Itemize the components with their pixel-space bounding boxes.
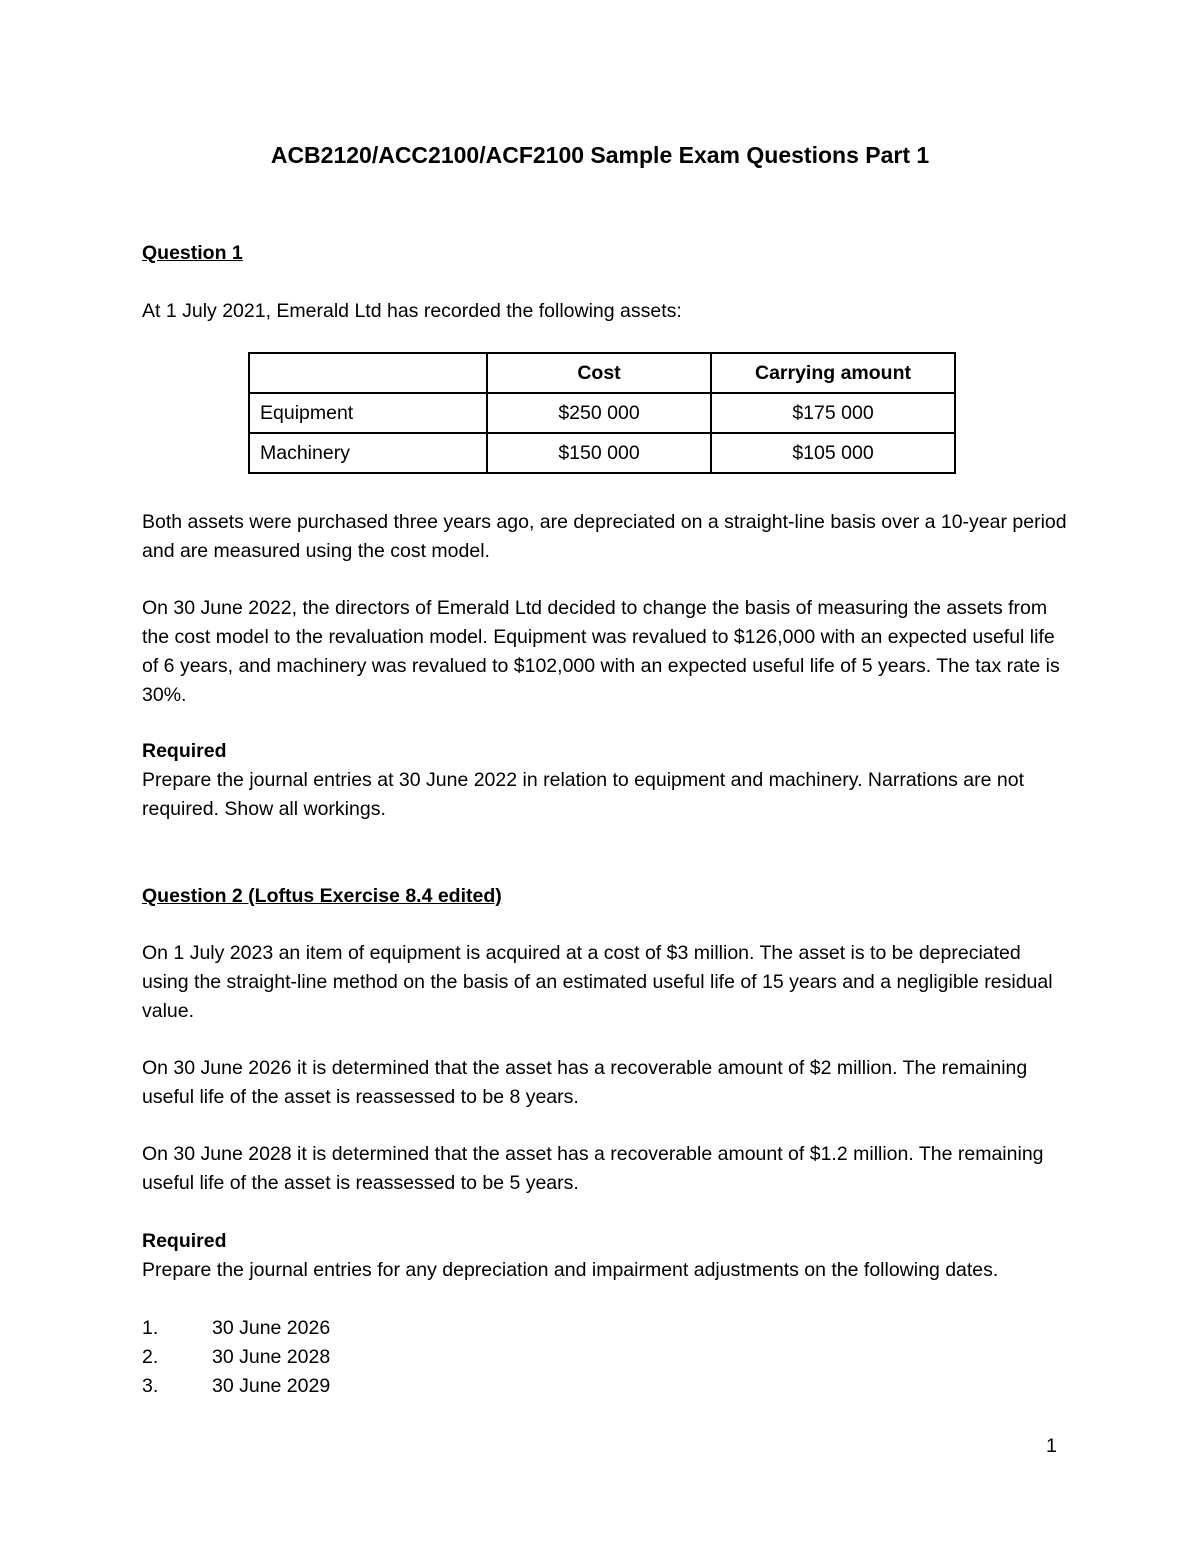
table-header-row — [249, 353, 955, 393]
table-cell: $250 000 — [487, 393, 711, 433]
question-1-required-label: Required — [142, 740, 227, 762]
table-cell: $175 000 — [711, 393, 955, 433]
question-1-paragraph-2: On 30 June 2022, the directors of Emerald Ltd decided to change the basis of measuring the assets from the cost model to the revaluation model. Equipment was revalued to $126,000 with an expected useful life of 6 years, and machinery was revalued to $102,000 with an expected useful life of 5 years. The tax rate is 30%. — [142, 597, 1060, 706]
document-title: ACB2120/ACC2100/ACF2100 Sample Exam Questions Part 1 — [270, 142, 930, 168]
question-1-intro: At 1 July 2021, Emerald Ltd has recorded the following assets: — [142, 300, 682, 322]
question-1-heading: Question 1 — [142, 242, 243, 264]
table-cell: Machinery — [249, 433, 487, 473]
table-row — [249, 393, 955, 433]
list-item — [142, 1314, 330, 1343]
table-header-cell — [249, 353, 487, 393]
question-1-required-text: Prepare the journal entries at 30 June 2022 in relation to equipment and machinery. Narrations are not required. Show all workings. — [142, 769, 1025, 820]
list-item — [142, 1343, 330, 1372]
list-item-number: 3. — [142, 1375, 159, 1397]
question-1-paragraph-1: Both assets were purchased three years ago, are depreciated on a straight-line basis over a 10-year period and are measured using the cost model. — [142, 511, 1067, 562]
question-2-required-label: Required — [142, 1230, 227, 1252]
table-header-cell: Carrying amount — [711, 353, 955, 393]
list-item — [142, 1372, 330, 1401]
list-item-text: 30 June 2028 — [212, 1346, 331, 1368]
list-item-text: 30 June 2026 — [212, 1317, 331, 1339]
question-2-paragraph-1: On 1 July 2023 an item of equipment is acquired at a cost of $3 million. The asset is to be depreciated using the straight-line method on the basis of an estimated useful life of 15 years and a negligible residual value. — [142, 942, 1053, 1022]
list-item-number: 1. — [142, 1317, 159, 1339]
table-cell: $105 000 — [711, 433, 955, 473]
table-header-cell: Cost — [487, 353, 711, 393]
list-item-number: 2. — [142, 1346, 159, 1368]
question-2-required-text: Prepare the journal entries for any depreciation and impairment adjustments on the following dates. — [142, 1259, 999, 1281]
question-2-paragraph-3: On 30 June 2028 it is determined that the asset has a recoverable amount of $1.2 million. The remaining useful life of the asset is reassessed to be 5 years. — [142, 1143, 1044, 1194]
question-2-heading: Question 2 (Loftus Exercise 8.4 edited) — [142, 885, 502, 907]
table-cell: Equipment — [249, 393, 487, 433]
assets-table — [248, 352, 956, 474]
question-2-paragraph-2: On 30 June 2026 it is determined that the asset has a recoverable amount of $2 million. The remaining useful life of the asset is reassessed to be 8 years. — [142, 1057, 1028, 1108]
table-row — [249, 433, 955, 473]
table-cell: $150 000 — [487, 433, 711, 473]
page-number: 1 — [1046, 1435, 1057, 1457]
list-item-text: 30 June 2029 — [212, 1375, 331, 1397]
